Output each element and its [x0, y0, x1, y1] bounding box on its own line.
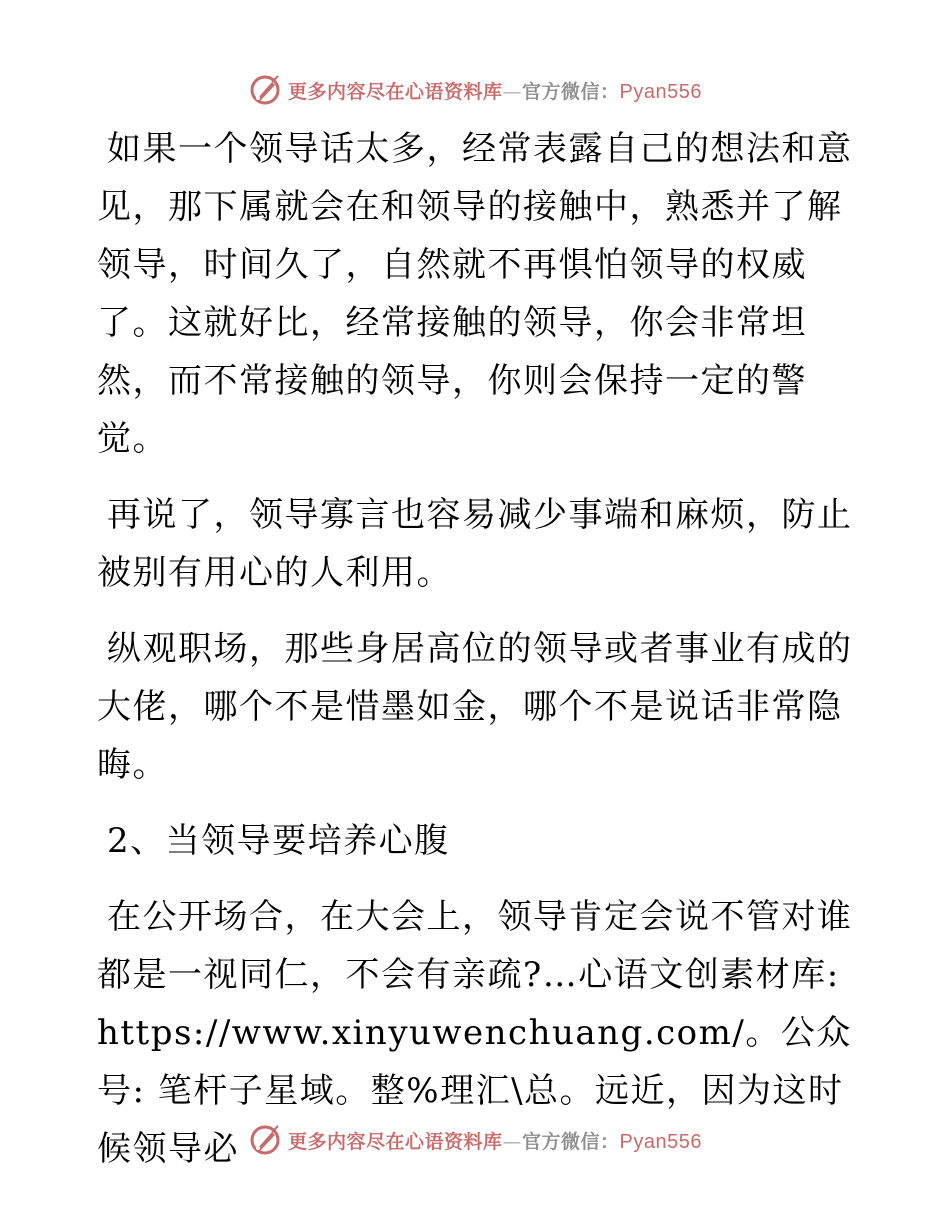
- paragraph-4: 在公开场合，在大会上，领导肯定会说不管对谁都是一视同仁，不会有亲疏?…心语文创素材库: https://www.xinyuwenchuang.com/。公众号: 笔杆子星域。整%理汇\总。远近，因为这时候领导必: [97, 897, 853, 1169]
- header-wechat-label: 官方微信：: [522, 80, 620, 103]
- paragraph-2: 再说了，领导寡言也容易减少事端和麻烦，防止被别有用心的人利用。: [97, 495, 853, 593]
- document-body: [97, 120, 857, 1196]
- header-dash: —: [502, 80, 523, 103]
- header-text: [288, 77, 702, 104]
- quill-pen-logo-icon: [248, 73, 282, 107]
- section-heading: 2、当领导要培养心腹: [107, 821, 450, 861]
- quill-pen-logo-icon: [248, 1123, 282, 1157]
- header-banner: [0, 70, 950, 110]
- header-banner-inner: [248, 73, 702, 107]
- paragraph-3: 纵观职场，那些身居高位的领导或者事业有成的大佬，哪个不是惜墨如金，哪个不是说话非常隐晦。: [97, 629, 853, 785]
- footer-wechat-id: Pyan556: [619, 1130, 702, 1153]
- footer-banner-inner: [248, 1123, 702, 1157]
- footer-text: [288, 1127, 702, 1154]
- footer-wechat-label: 官方微信：: [522, 1130, 620, 1153]
- header-wechat-id: Pyan556: [619, 80, 702, 103]
- header-main-text: 更多内容尽在心语资料库: [288, 80, 503, 103]
- footer-main-text: 更多内容尽在心语资料库: [288, 1130, 503, 1153]
- footer-banner: [0, 1120, 950, 1160]
- footer-dash: —: [502, 1130, 523, 1153]
- paragraph-1: 如果一个领导话太多，经常表露自己的想法和意见，那下属就会在和领导的接触中，熟悉并了解领导，时间久了，自然就不再惧怕领导的权威了。这就好比，经常接触的领导，你会非常坦然，而不常接触的领导，你则会保持一定的警觉。: [97, 129, 853, 459]
